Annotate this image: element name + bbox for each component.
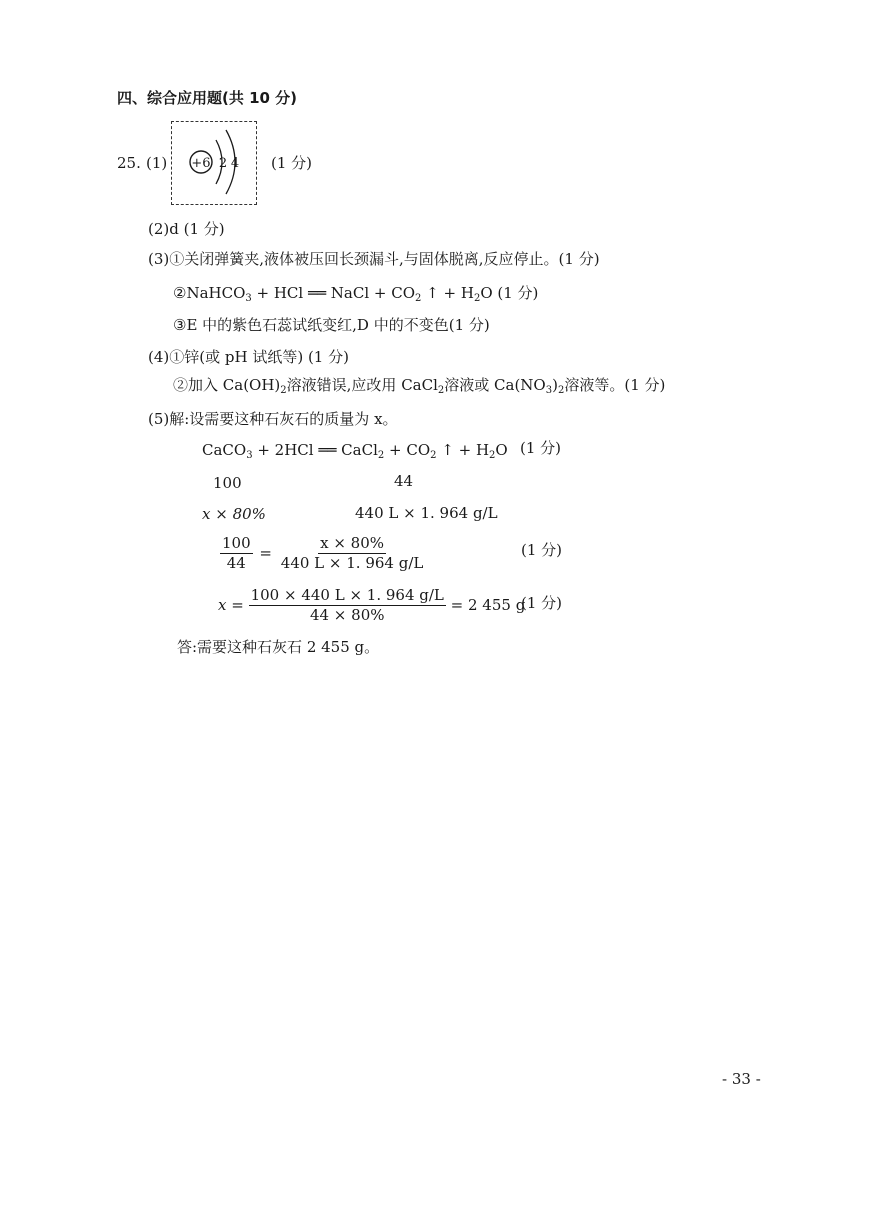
part2-answer: (2)d (1 分) [148,220,225,238]
proportion-score: (1 分) [521,541,563,559]
part1-score: (1 分) [271,154,313,172]
atom-structure-svg [172,122,256,204]
solve-score: (1 分) [521,594,563,612]
ratio-left: 100 [213,474,242,492]
mass-right: 440 L × 1. 964 g/L [355,504,498,522]
mass-left: x × 80% [202,505,266,523]
final-answer: 答:需要这种石灰石 2 455 g。 [177,638,380,656]
part3-line1 [148,252,600,267]
atom-structure-diagram [171,121,257,205]
part4-answer1: ①锌(或 pH 试纸等) (1 分) [169,348,349,366]
page-number: - 33 - [722,1070,761,1088]
proportion-left-fraction: $\frac{100}{44}$ [222,534,251,572]
chemical-equation: CaCO$_3$ + 2HCl ══ CaCl$_2$ + $CO_2$ ↑ + $H_2O$ [202,441,508,461]
shell1-electrons: 2 [218,156,228,171]
part5-intro: (5)解:设需要这种石灰石的质量为 x。 [148,410,398,428]
part4-line2: ②加入 $Ca(OH)_2$溶液错误,应改用 CaCl$_2$溶液或 $Ca(NO_3)_2$溶液等。(1 分) [173,376,666,396]
solve-equation: x = $\frac{100 \times 440 L \times 1. 964 g/L}{44 \times 80\%}$ = 2 455 g [218,586,526,624]
part3-label: (3) [148,250,170,268]
part4-label: (4) [148,348,170,366]
part1-label: (1) [146,154,168,172]
proportion-right-fraction: $\frac{x \times 80\%}{440 L \times 1. 964 g/L}$ [280,534,424,572]
part3-answer1: ①关闭弹簧夹,液体被压回长颈漏斗,与固体脱离,反应停止。(1 分) [169,250,600,268]
proportion-equation: $\frac{100}{44}$ = $\frac{x \times 80\%}{440 L \times 1. 964 g/L}$ [222,534,424,572]
part3-line3: ③E 中的紫色石蕊试纸变红,D 中的不变色(1 分) [173,316,490,334]
section-title: 四、综合应用题(共 10 分) [117,89,298,107]
question-number: 25. [117,154,141,172]
shell2-electrons: 4 [230,156,240,171]
part4-line1 [148,350,349,365]
part3-line2: ②NaHCO$_3$ + HCl ══ NaCl + $CO_2$ ↑ + $H_2O$ (1 分) [173,284,539,304]
solve-fraction: $\frac{100 \times 440 L \times 1. 964 g/L}{44 \times 80\%}$ [250,586,444,624]
ratio-right: 44 [394,472,414,490]
nucleus-charge: +6 [191,156,211,171]
equation-score: (1 分) [520,439,562,457]
